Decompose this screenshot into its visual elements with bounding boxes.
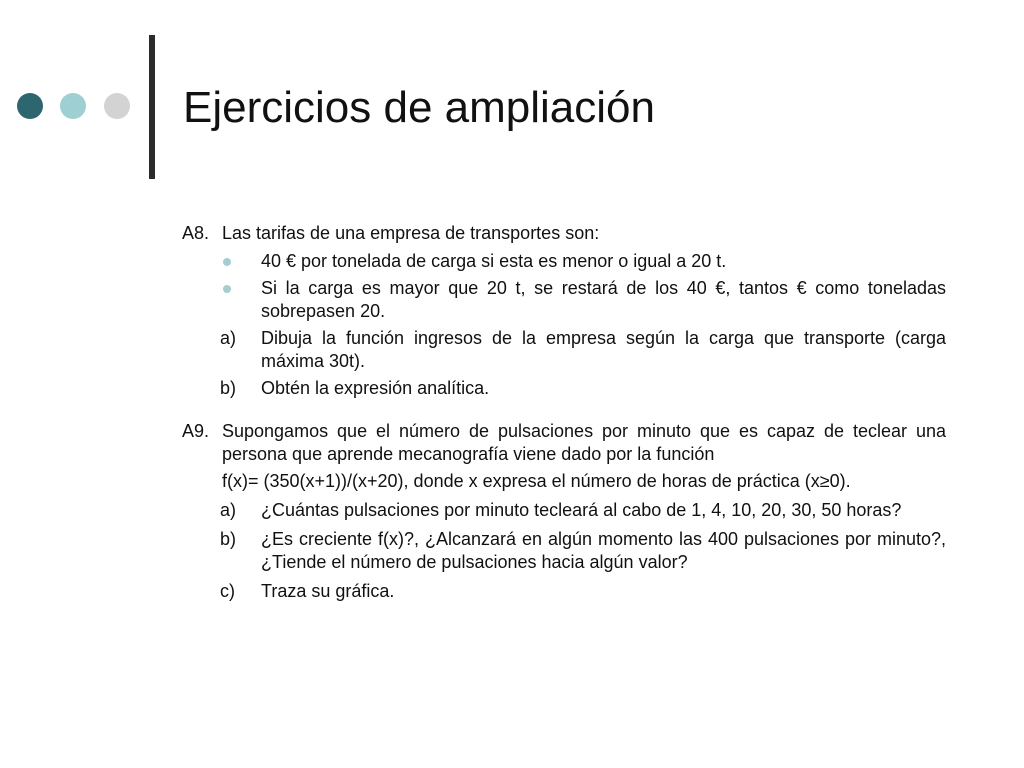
a8-item-a [182, 327, 946, 373]
a9-item-a [182, 499, 946, 522]
decorative-dot-dark [17, 93, 43, 119]
a9-item-c-text: Traza su gráfica. [261, 581, 395, 601]
a8-item-a-text: Dibuja la función ingresos de la empresa según la carga que transporte (carga máxima 30t). [261, 328, 946, 371]
exercise-a9-label: A9. [182, 421, 210, 441]
exercise-a8-intro [182, 222, 946, 245]
a8-item-a-label: a) [220, 328, 237, 348]
a8-bullet-1 [182, 250, 946, 273]
a9-item-c-label: c) [220, 581, 235, 601]
slide-body [182, 222, 946, 603]
exercise-a9-text: Supongamos que el número de pulsaciones por minuto que es capaz de teclear una persona que aprende mecanografía viene dado por la función [222, 421, 946, 464]
exercise-a8-text: Las tarifas de una empresa de transportes son: [222, 223, 600, 243]
decorative-dot-light [104, 93, 130, 119]
title-divider [149, 35, 155, 179]
a8-item-b [182, 377, 946, 400]
a9-item-b [182, 528, 946, 574]
a9-item-b-label: b) [220, 529, 237, 549]
decorative-dot-mid [60, 93, 86, 119]
exercise-a8-label: A8. [182, 223, 210, 243]
bullet-icon [220, 277, 261, 300]
a9-item-b-text: ¿Es creciente f(x)?, ¿Alcanzará en algún momento las 400 pulsaciones por minuto?, ¿Tiende el número de pulsaciones hacia algún valor? [261, 529, 946, 572]
a8-item-b-text: Obtén la expresión analítica. [261, 378, 490, 398]
slide-title: Ejercicios de ampliación [183, 83, 655, 132]
a9-item-c [182, 580, 946, 603]
a8-bullet-1-text: 40 € por tonelada de carga si esta es menor o igual a 20 t. [261, 251, 727, 271]
exercise-a9-intro [182, 420, 946, 466]
a9-item-a-text: ¿Cuántas pulsaciones por minuto tecleará al cabo de 1, 4, 10, 20, 30, 50 horas? [261, 500, 902, 520]
a9-item-a-label: a) [220, 500, 237, 520]
bullet-icon [220, 250, 261, 273]
a9-formula: f(x)= (350(x+1))/(x+20), donde x expresa el número de horas de práctica (x≥0). [222, 471, 851, 491]
a8-bullet-2 [182, 277, 946, 323]
a8-item-b-label: b) [220, 378, 237, 398]
a8-bullet-2-text: Si la carga es mayor que 20 t, se restará de los 40 €, tantos € como toneladas sobrepasen 20. [261, 278, 946, 321]
